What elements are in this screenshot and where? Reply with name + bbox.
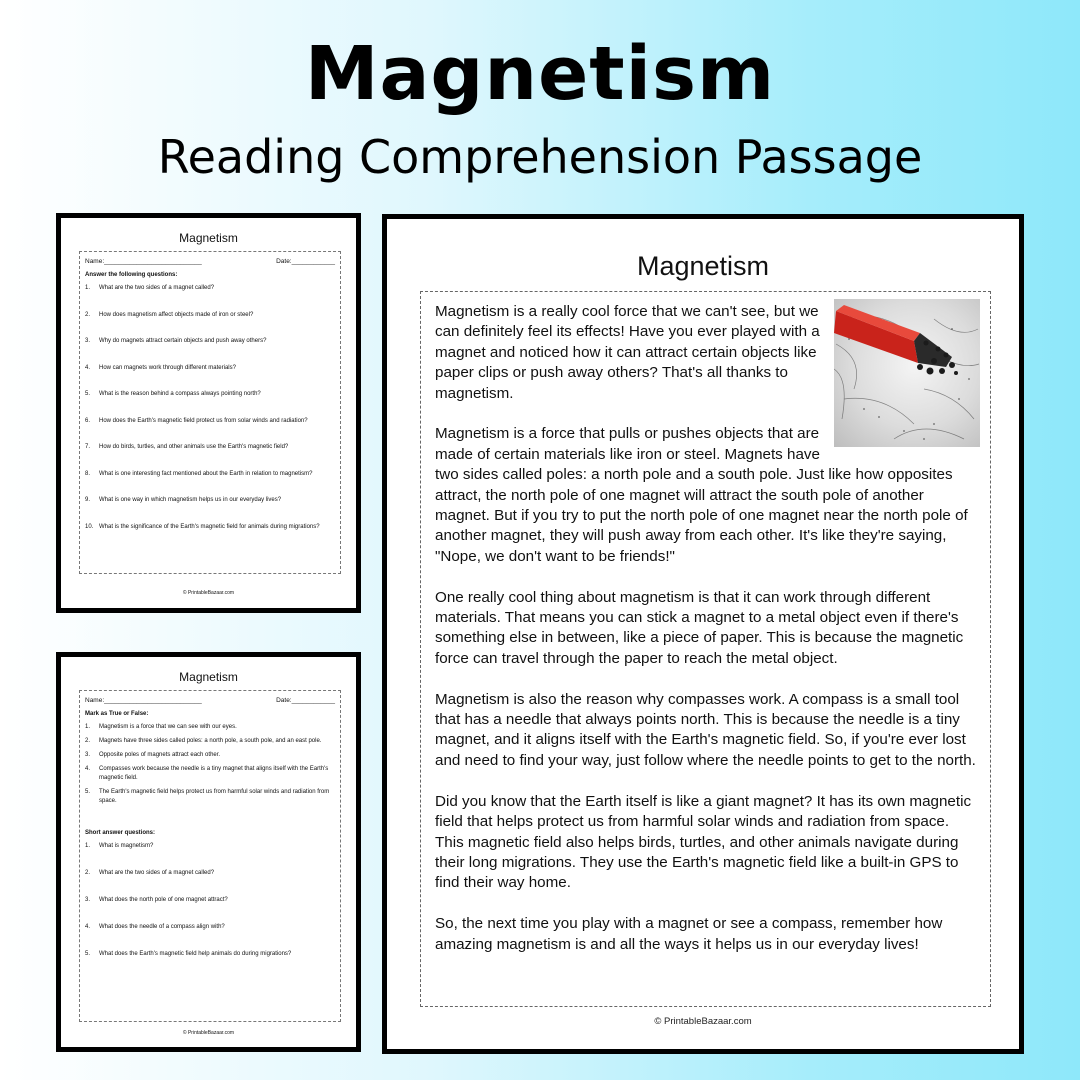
sa-item: [85, 842, 335, 869]
question-item: [85, 284, 335, 311]
question-text: What is the significance of the Earth's magnetic field for animals during migrations?: [99, 523, 320, 530]
tf-text: Compasses work because the needle is a tiny magnet that aligns itself with the Earth's magnetic field.: [99, 766, 329, 781]
sa-number: 1.: [85, 843, 91, 849]
worksheet-title: Magnetism: [179, 231, 238, 245]
question-number: 1.: [85, 285, 91, 291]
question-item: [85, 523, 335, 550]
passage-paragraph: Magnetism is a really cool force that we can't see, but we can definitely feel its effects! Have you ever played with a magnet and noticed how it can attract certain objects like paper clips or push away others? That's all thanks to magnetism.: [435, 303, 820, 402]
passage-content-box: [420, 291, 991, 1007]
sa-number: 2.: [85, 870, 91, 876]
question-number: 6.: [85, 417, 91, 424]
question-item: [85, 390, 335, 417]
page-subtitle: Reading Comprehension Passage: [157, 130, 923, 184]
short-answer-list: [85, 842, 335, 977]
sa-text: What does the Earth's magnetic field help animals do during migrations?: [99, 951, 292, 957]
question-number: 5.: [85, 391, 91, 397]
question-number: 7.: [85, 444, 91, 450]
question-text: How does magnetism affect objects made of iron or steel?: [99, 311, 254, 318]
passage-footer: © PrintableBazaar.com: [654, 1016, 752, 1027]
short-answer-heading: Short answer questions:: [85, 830, 156, 836]
worksheet-content-box: [79, 690, 341, 1022]
sa-text: What are the two sides of a magnet called?: [99, 870, 215, 876]
true-false-heading: Mark as True or False:: [85, 711, 149, 717]
tf-number: 3.: [85, 752, 91, 758]
page-title: Magnetism: [304, 31, 776, 117]
tf-item: [85, 751, 335, 760]
question-number: 8.: [85, 470, 91, 477]
tf-number: 1.: [85, 724, 91, 730]
sa-number: 3.: [85, 897, 91, 903]
questions-worksheet-preview: [56, 213, 361, 613]
tf-text: Opposite poles of magnets attract each other.: [99, 752, 221, 758]
question-number: 10.: [85, 523, 94, 530]
question-number: 2.: [85, 311, 91, 318]
question-text: What is one interesting fact mentioned about the Earth in relation to magnetism?: [99, 470, 313, 477]
sa-item: [85, 869, 335, 896]
question-text: How does the Earth's magnetic field protect us from solar winds and radiation?: [99, 417, 308, 424]
name-label: Name:___________________________: [85, 258, 202, 265]
worksheet-title: Magnetism: [179, 670, 238, 684]
sa-text: What does the needle of a compass align with?: [99, 924, 225, 930]
question-number: 4.: [85, 364, 91, 371]
worksheet-content-box: [79, 251, 341, 574]
tf-item: [85, 788, 335, 806]
question-item: [85, 417, 335, 444]
sa-item: [85, 950, 335, 977]
passage-paragraph: Magnetism is also the reason why compasses work. A compass is a small tool that has a needle that always points north. This is because the needle is a tiny magnet, and it aligns itself with the Earth's magnetic field. So, if you're ever lost and need to find your way, just follow where the needle points to get to the north.: [435, 690, 976, 769]
worksheet-footer: © PrintableBazaar.com: [182, 1030, 235, 1036]
sa-text: What is magnetism?: [99, 843, 154, 849]
question-text: How do birds, turtles, and other animals use the Earth's magnetic field?: [99, 444, 289, 450]
worksheet-footer: © PrintableBazaar.com: [182, 590, 235, 596]
question-text: Why do magnets attract certain objects and push away others?: [99, 338, 267, 344]
passage-worksheet-preview: [382, 214, 1024, 1054]
true-false-list: [85, 723, 335, 806]
tf-number: 5.: [85, 789, 91, 795]
question-text: How can magnets work through different materials?: [99, 364, 236, 371]
question-item: [85, 496, 335, 523]
sa-number: 5.: [85, 951, 91, 957]
question-number: 3.: [85, 338, 91, 344]
passage-text: [435, 302, 976, 955]
magnet-illustration: [834, 299, 980, 447]
passage-paragraph: So, the next time you play with a magnet or see a compass, remember how amazing magnetism is and all the ways it helps us in our everyday lives!: [435, 915, 943, 953]
question-text: What is one way in which magnetism helps us in our everyday lives?: [99, 497, 282, 503]
name-date-row: [85, 697, 335, 704]
passage-title: Magnetism: [636, 251, 770, 281]
sa-number: 4.: [85, 924, 91, 930]
tf-text: The Earth's magnetic field helps protect us from harmful solar winds and radiation from space.: [99, 789, 330, 804]
tf-item: [85, 723, 335, 732]
question-item: [85, 337, 335, 364]
question-item: [85, 311, 335, 338]
tf-text: Magnetism is a force that we can see with our eyes.: [99, 724, 237, 730]
tf-number: 2.: [85, 738, 91, 744]
tf-item: [85, 765, 335, 783]
question-text: What is the reason behind a compass always pointing north?: [99, 391, 261, 397]
name-label: Name:___________________________: [85, 697, 202, 704]
question-list: [85, 284, 335, 549]
name-date-row: [85, 258, 335, 265]
date-label: Date:____________: [276, 258, 335, 265]
passage-paragraph: One really cool thing about magnetism is that it can work through different materials. That means you can stick a magnet to a metal object even if there's something else in between, like a piece of paper. This is because the magnetic force can travel through the paper to reach the metal object.: [435, 588, 964, 667]
true-false-worksheet-preview: [56, 652, 361, 1052]
tf-item: [85, 737, 335, 746]
sa-item: [85, 896, 335, 923]
section-heading: Answer the following questions:: [85, 272, 178, 278]
tf-text: Magnets have three sides called poles: a north pole, a south pole, and an east pole.: [99, 738, 322, 744]
passage-paragraph: Did you know that the Earth itself is like a giant magnet? It has its own magnetic field that helps protect us from harmful solar winds and radiation from space. This magnetic field also helps birds, turtles, and other animals navigate during their long migrations. They use the Earth's magnetic field like a built-in GPS to find their way home.: [435, 792, 972, 892]
tf-number: 4.: [85, 766, 91, 772]
sa-item: [85, 923, 335, 950]
sa-text: What does the north pole of one magnet attract?: [99, 897, 228, 903]
passage-paragraph: Magnetism is a force that pulls or pushes objects that are made of certain materials like iron or steel. Magnets have two sides called poles: a north pole and a south pole. Just like how opposites attract, the north pole of one magnet will attract the south pole of another magnet. But if you try to put the north pole of one magnet near the north pole of another magnet, they will push away from each other. It's like they're saying, "Nope, we don't want to be friends!": [435, 425, 968, 565]
question-text: What are the two sides of a magnet called?: [99, 285, 215, 291]
question-item: [85, 364, 335, 391]
magnet-photo: [834, 299, 980, 447]
question-item: [85, 443, 335, 470]
question-number: 9.: [85, 497, 91, 503]
question-item: [85, 470, 335, 497]
date-label: Date:____________: [276, 697, 335, 704]
